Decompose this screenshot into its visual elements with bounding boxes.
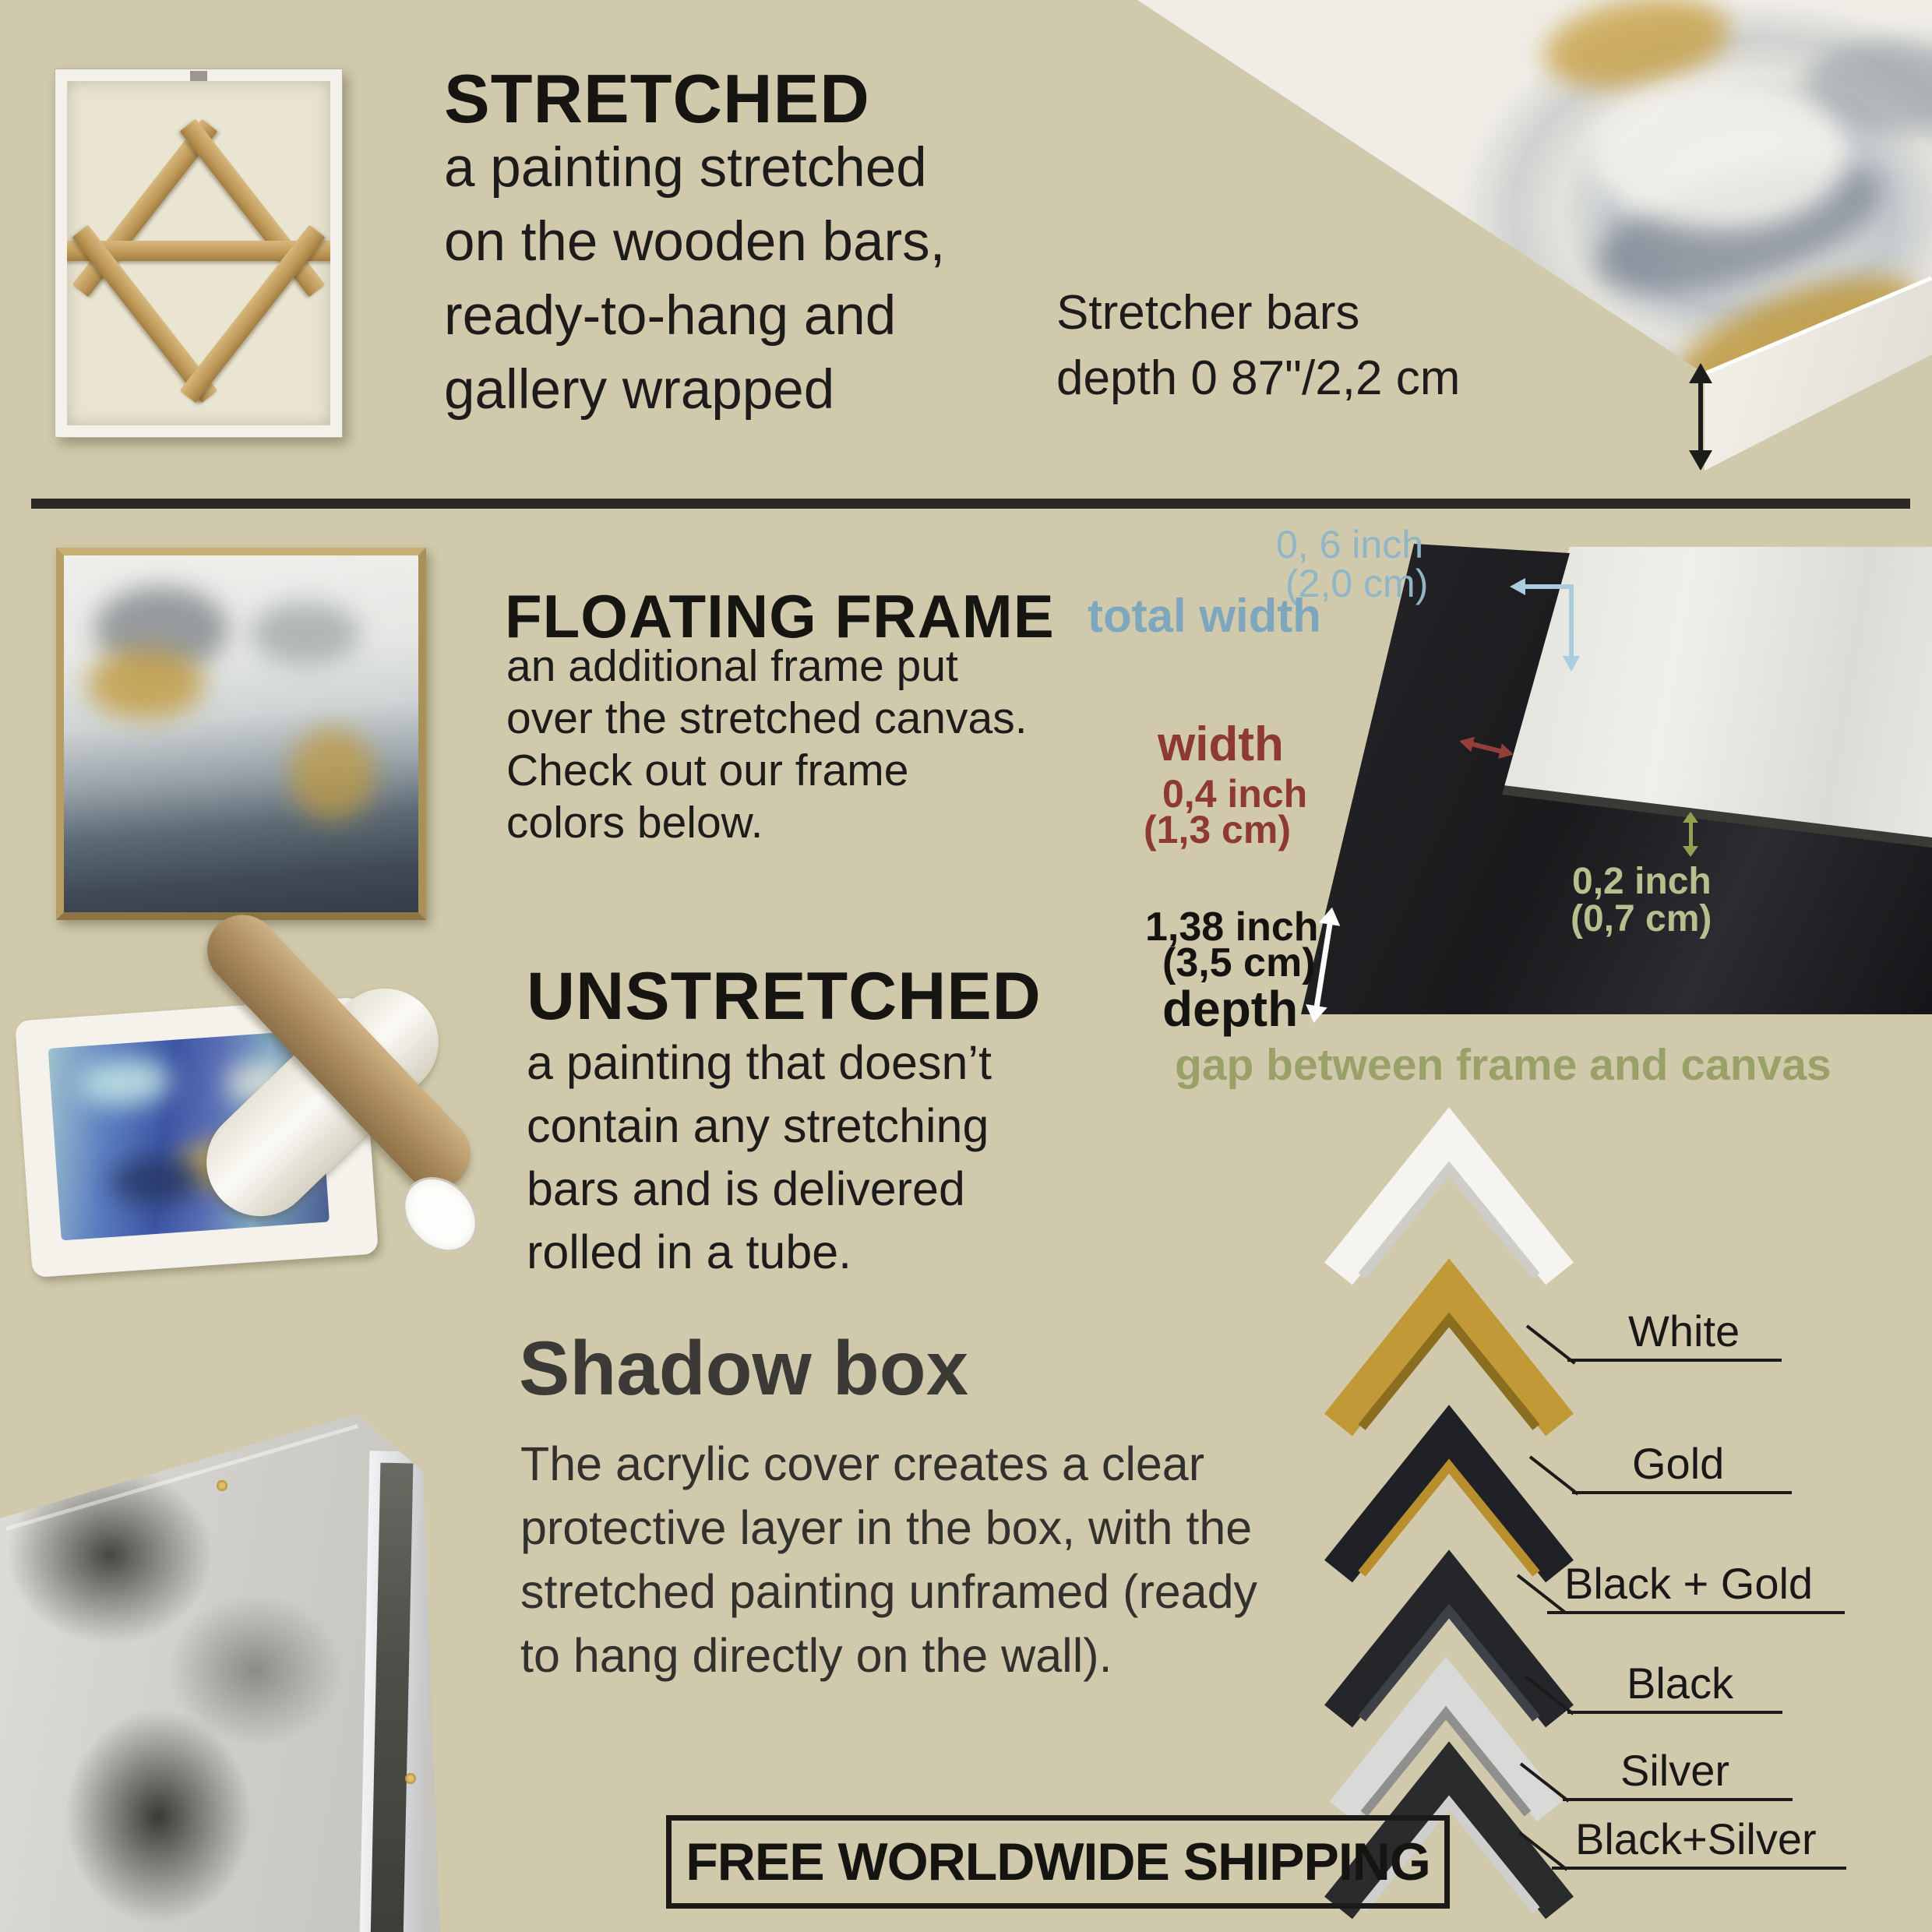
frame-depth-cm: (3,5 cm)	[1162, 940, 1316, 985]
frame-option-label: Black	[1627, 1659, 1733, 1708]
depth-arrow-icon	[1689, 363, 1712, 472]
floating-frame-painting-photo	[56, 548, 426, 920]
free-shipping-label: FREE WORLDWIDE SHIPPING	[686, 1832, 1430, 1891]
frame-option-label: Silver	[1620, 1746, 1730, 1795]
shadow-box-photo	[0, 1408, 440, 1932]
frame-option-label: Black + Gold	[1564, 1559, 1814, 1608]
frame-depth-label: depth	[1162, 981, 1299, 1037]
shadow-box-heading: Shadow box	[519, 1325, 969, 1411]
unstretched-heading: UNSTRETCHED	[527, 959, 1042, 1034]
stretcher-bars-depth-value: depth 0 87"/2,2 cm	[1056, 351, 1461, 405]
total-width-value: 0, 6 inch	[1276, 523, 1424, 566]
wooden-bar	[180, 119, 326, 298]
stretched-canvas-back-photo	[55, 69, 343, 438]
gap-cm: (0,7 cm)	[1571, 898, 1712, 940]
canvas-painted-face	[1122, 0, 1932, 506]
free-shipping-banner	[666, 1815, 1450, 1909]
gap-arrow-icon	[1683, 812, 1700, 858]
label-underline	[1547, 1611, 1845, 1614]
unstretched-description: a painting that doesn’t contain any stretching bars and is delivered rolled in a tube.	[527, 1036, 992, 1278]
frame-option-label: Black+Silver	[1575, 1814, 1817, 1863]
gap-label: gap between frame and canvas	[1175, 1040, 1832, 1090]
label-underline	[1563, 1798, 1793, 1801]
shadow-box-description: The acrylic cover creates a clear protective layer in the box, with the stretched painting unframed (ready to hang directly on the wall).	[520, 1437, 1258, 1682]
stretched-heading: STRETCHED	[444, 60, 870, 137]
total-width-arrow-icon	[1510, 578, 1588, 676]
acrylic-edge	[5, 1424, 358, 1531]
canvas-corner-photo	[1122, 0, 1932, 506]
label-underline	[1552, 1867, 1846, 1870]
rolled-canvas-and-tube-photo	[12, 962, 464, 1305]
width-label: width	[1158, 717, 1284, 771]
floating-frame-description: an additional frame put over the stretched canvas. Check out our frame colors below.	[506, 641, 1028, 848]
width-cm: (1,3 cm)	[1144, 808, 1291, 851]
floating-frame-heading: FLOATING FRAME	[505, 582, 1055, 650]
tube-cap	[388, 1162, 492, 1267]
hanging-bracket	[190, 71, 207, 82]
label-underline	[1567, 1359, 1782, 1362]
total-width-cm: (2,0 cm)	[1285, 562, 1429, 605]
total-width-label: total width	[1088, 590, 1321, 642]
width-value: 0,4 inch	[1162, 772, 1308, 816]
stretcher-bars-label: Stretcher bars	[1056, 286, 1360, 340]
label-underline	[1567, 1711, 1782, 1714]
screw-icon	[217, 1480, 227, 1491]
screw-icon	[405, 1773, 416, 1784]
frame-option-label: Gold	[1632, 1439, 1725, 1488]
frame-depth-value: 1,38 inch	[1145, 904, 1319, 950]
canvas-back	[67, 81, 330, 425]
label-underline	[1572, 1491, 1792, 1494]
frame-option-label: White	[1628, 1306, 1740, 1356]
acrylic-edge	[0, 1404, 358, 1516]
gap-value: 0,2 inch	[1572, 861, 1712, 902]
section-divider	[31, 499, 1910, 509]
black-frame-corner-photo	[1301, 538, 1932, 1024]
stretched-description: a painting stretched on the wooden bars, ready-to-hang and gallery wrapped	[444, 137, 946, 421]
